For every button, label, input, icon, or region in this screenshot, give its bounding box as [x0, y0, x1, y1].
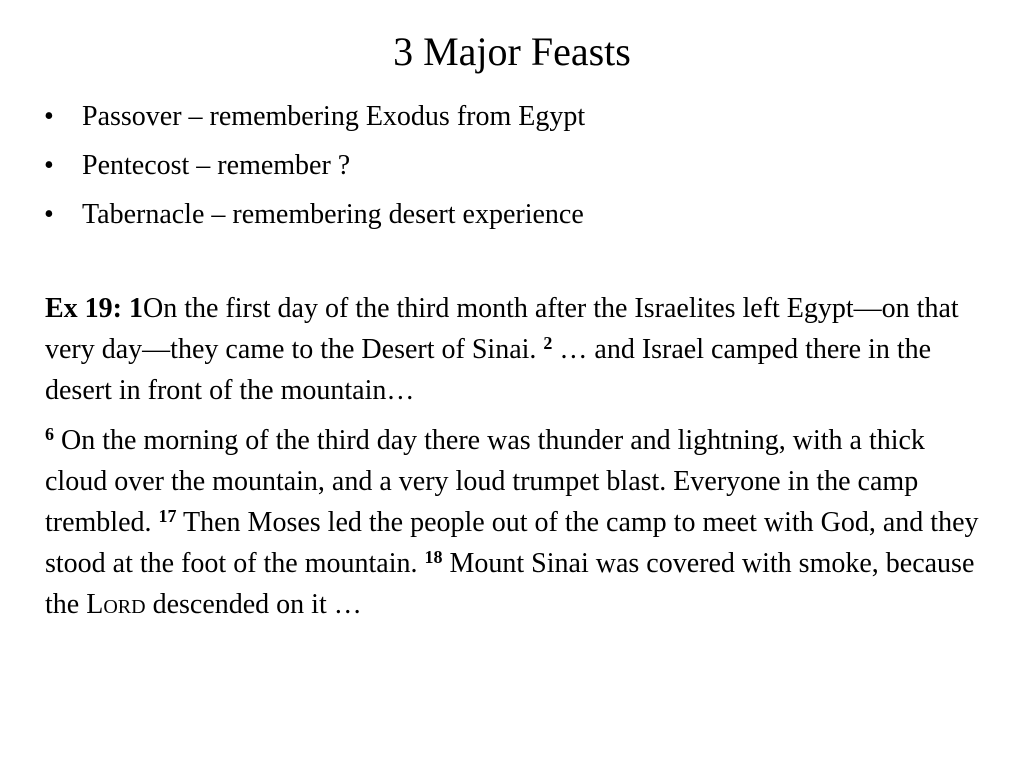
passage-text: Mount Sinai was covered with smoke, because the: [45, 548, 975, 620]
verse-number: 17: [158, 506, 177, 526]
bullet-item-tabernacle: [44, 190, 1004, 239]
bullet-text: Tabernacle – remembering desert experience: [82, 199, 584, 230]
verse-number: 2: [543, 333, 553, 353]
scripture-passage: [45, 288, 985, 634]
bullet-icon: •: [44, 150, 54, 181]
passage-text: On the morning of the third day there was thunder and lightning, with a thick cloud over the mountain, and a very loud trumpet blast. Everyone in the camp trembled.: [45, 425, 925, 538]
verse-number: 6: [45, 424, 54, 444]
bullet-item-pentecost: [44, 141, 1004, 190]
bullet-icon: •: [44, 101, 54, 132]
verse-number: 18: [424, 547, 443, 567]
bullet-text: Pentecost – remember ?: [82, 150, 351, 181]
bullet-icon: •: [44, 199, 54, 230]
passage-text: … and Israel camped there in the desert in front of the mountain…: [45, 334, 932, 406]
passage-paragraph-2: [45, 420, 985, 625]
slide-title: 3 Major Feasts: [393, 29, 631, 74]
scripture-reference: Ex 19: 1: [45, 293, 143, 324]
passage-text: descended on it …: [145, 589, 362, 620]
passage-text: Then Moses led the people out of the camp to meet with God, and they stood at the foot of the mountain.: [45, 507, 979, 579]
passage-text: On the first day of the third month after the Israelites left Egypt—on that very day—they came to the Desert of Sinai.: [45, 293, 959, 365]
bullet-item-passover: [44, 92, 1004, 141]
passage-paragraph-1: [45, 288, 985, 411]
bullet-text: Passover – remembering Exodus from Egypt: [82, 101, 586, 132]
divine-name: Lord: [86, 589, 146, 620]
bullet-list: [44, 92, 1004, 239]
